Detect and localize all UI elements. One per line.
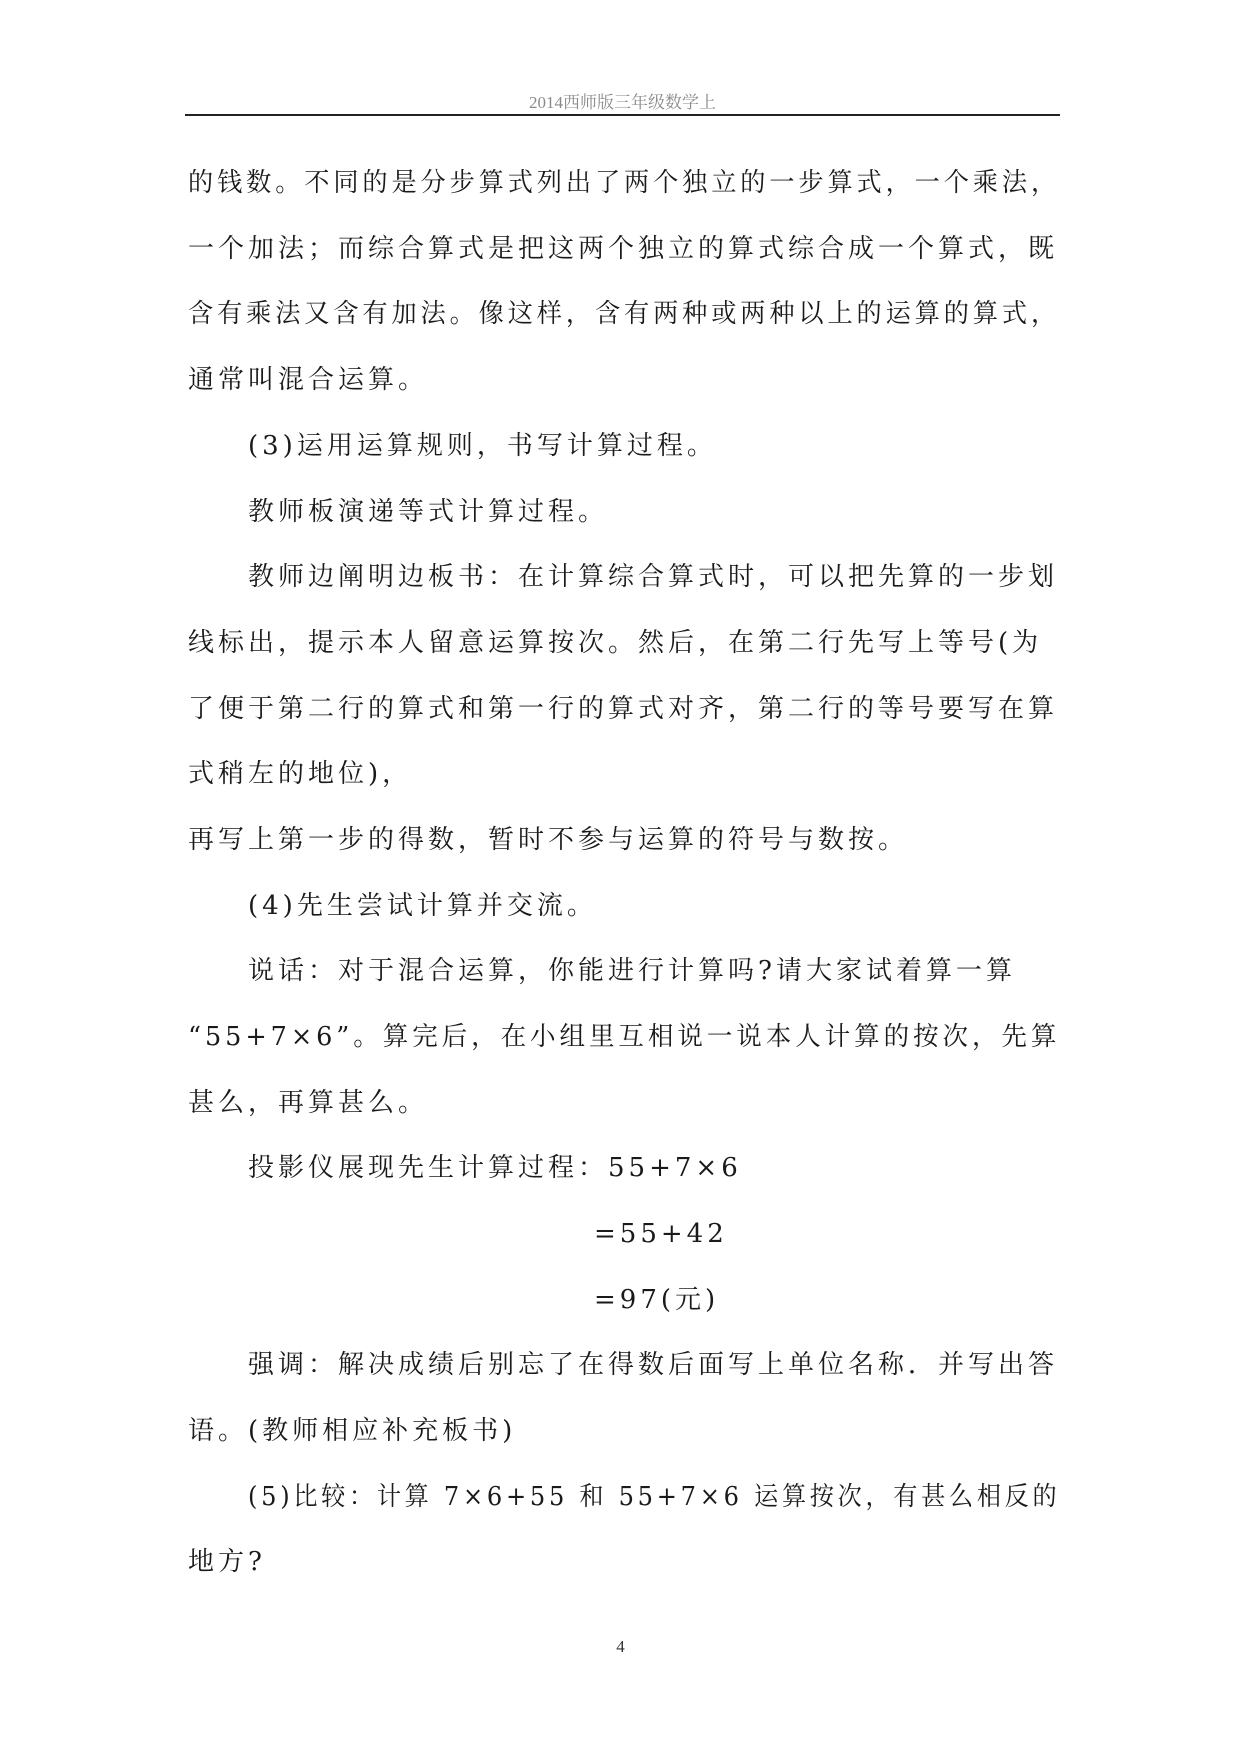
text-line: 说话：对于混合运算，你能进行计算吗?请大家试着算一算 (248, 956, 1016, 986)
text-line: 含有乘法又含有加法。像这样，含有两种或两种以上的运算的算式， (188, 299, 1061, 329)
text-line: 甚么，再算甚么。 (188, 1088, 429, 1118)
text-line: 的钱数。不同的是分步算式列出了两个独立的一步算式，一个乘法， (188, 168, 1061, 198)
text-line: 强调：解决成绩后别忘了在得数后面写上单位名称．并写出答 (248, 1350, 1059, 1380)
text-line: 一个加法；而综合算式是把这两个独立的算式综合成一个算式，既 (188, 234, 1059, 264)
text-line: =97(元) (594, 1285, 720, 1315)
text-line: (4)先生尝试计算并交流。 (248, 891, 597, 921)
text-line: 线标出，提示本人留意运算按次。然后，在第二行先写上等号(为 (188, 628, 1043, 658)
text-line: 地方? (188, 1547, 266, 1577)
header-rule (185, 114, 1060, 116)
text-line: 了便于第二行的算式和第一行的算式对齐，第二行的等号要写在算 (188, 694, 1059, 724)
text-line: (5)比较：计算 7×6+55 和 55+7×6 运算按次，有甚么相反的 (248, 1482, 1061, 1512)
text-line: 通常叫混合运算。 (188, 365, 429, 395)
text-line: (3)运用运算规则，书写计算过程。 (248, 431, 717, 461)
page-number: 4 (616, 1637, 625, 1656)
text-line: 教师板演递等式计算过程。 (248, 497, 609, 527)
running-header: 2014西师版三年级数学上 (529, 93, 716, 112)
text-line: 式稍左的地位)， (188, 759, 413, 789)
text-line: “55+7×6”。算完后，在小组里互相说一说本人计算的按次，先算 (188, 1022, 1061, 1052)
text-line: 教师边阐明边板书：在计算综合算式时，可以把先算的一步划 (248, 562, 1059, 592)
text-line: 语。(教师相应补充板书) (188, 1416, 517, 1446)
text-line: 投影仪展现先生计算过程：55+7×6 (248, 1153, 742, 1183)
text-line: 再写上第一步的得数，暂时不参与运算的符号与数按。 (188, 825, 909, 855)
text-line: =55+42 (594, 1219, 728, 1249)
